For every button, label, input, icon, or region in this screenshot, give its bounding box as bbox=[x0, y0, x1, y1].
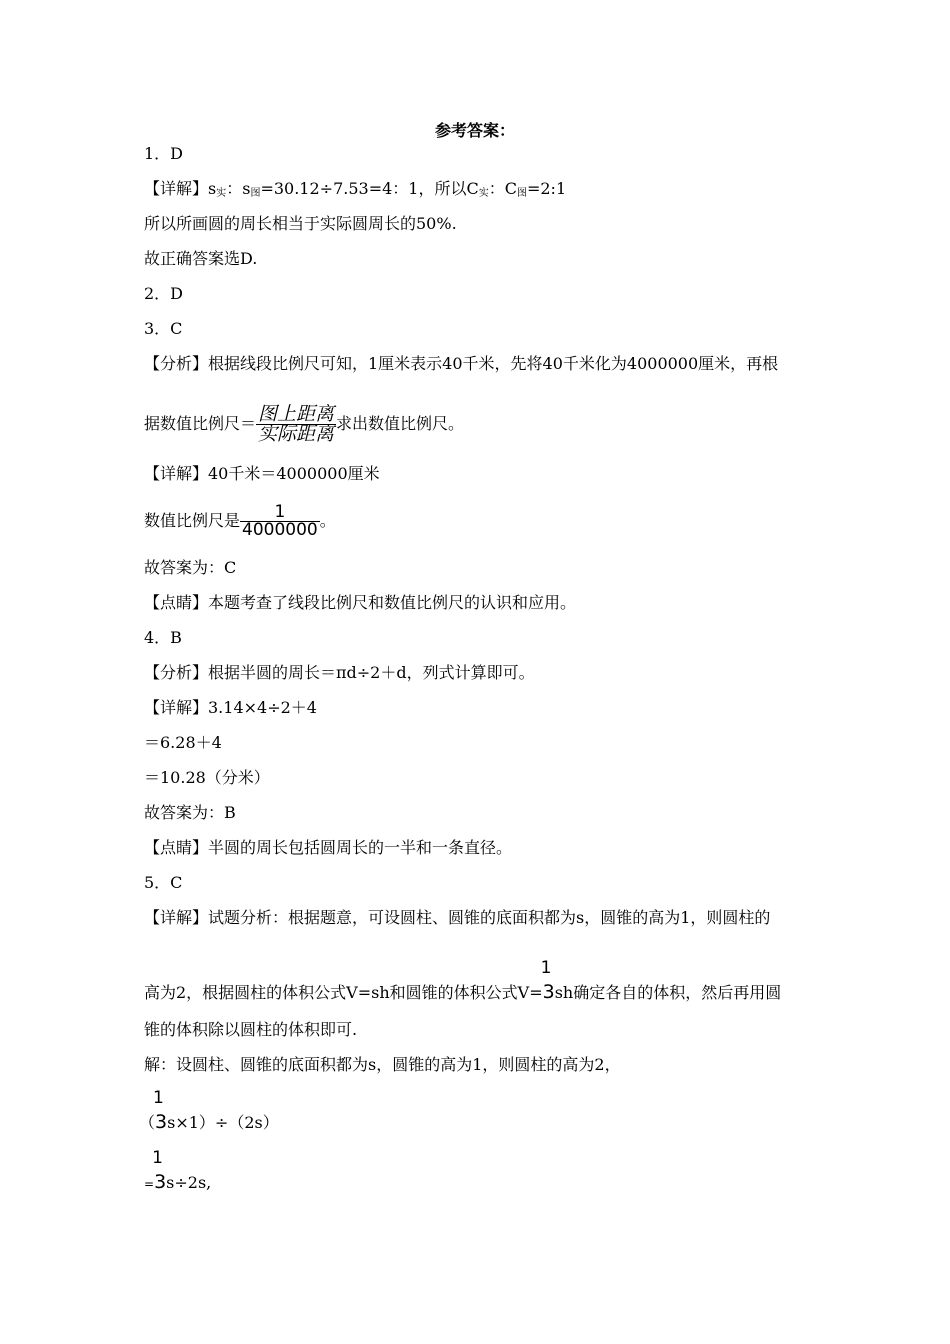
q4-comment: 【点睛】半圆的周长包括圆周长的一半和一条直径。 bbox=[144, 838, 513, 857]
q5-calc-step2: = 1 3s÷2s, bbox=[144, 1148, 212, 1193]
q4-step1: ＝6.28＋4 bbox=[144, 733, 222, 752]
q3-analysis: 【分析】根据线段比例尺可知，1厘米表示40千米，先将40千米化为4000000厘米，再根 bbox=[144, 354, 779, 373]
q4-detail: 【详解】3.14×4÷2＋4 bbox=[144, 698, 317, 717]
one-third-fraction: 1 3 bbox=[153, 1088, 168, 1133]
q5-answer: 5．C bbox=[144, 873, 183, 892]
q3-ratio-line: 数值比例尺是 $\frac{1}{4000000}$ 。 bbox=[144, 502, 336, 540]
q5-detail-line1: 【详解】试题分析：根据题意，可设圆柱、圆锥的底面积都为s，圆锥的高为1，则圆柱的 bbox=[144, 908, 771, 927]
q1-line3: 故正确答案选D. bbox=[144, 249, 258, 268]
ratio-fraction: $\frac{1}{4000000}$ bbox=[242, 502, 318, 540]
q4-answer: 4．B bbox=[144, 628, 182, 647]
q3-detail: 【详解】40千米＝4000000厘米 bbox=[144, 464, 380, 483]
one-third-fraction: 1 3 bbox=[540, 958, 555, 1003]
q4-step2: ＝10.28（分米） bbox=[144, 768, 270, 787]
q1-answer: 1．D bbox=[144, 144, 184, 163]
q5-detail-line2: 高为2，根据圆柱的体积公式V=sh和圆锥的体积公式V= 1 3sh确定各自的体积，然后再用圆 bbox=[144, 958, 782, 1003]
q5-detail-line3: 锥的体积除以圆柱的体积即可. bbox=[144, 1020, 358, 1039]
scale-formula-fraction: $\frac{\text{图上距离}}{\text{实际距离}}$ bbox=[258, 403, 335, 445]
q1-line2: 所以所画圆的周长相当于实际圆周长的50%. bbox=[144, 214, 457, 233]
q3-answer: 3．C bbox=[144, 319, 183, 338]
q4-final-answer: 故答案为：B bbox=[144, 803, 236, 822]
one-third-fraction: 1 3 bbox=[152, 1148, 167, 1193]
q3-final-answer: 故答案为：C bbox=[144, 558, 237, 577]
q3-comment: 【点睛】本题考查了线段比例尺和数值比例尺的认识和应用。 bbox=[144, 593, 577, 612]
q4-analysis: 【分析】根据半圆的周长＝πd÷2＋d，列式计算即可。 bbox=[144, 663, 535, 682]
q3-formula-line: 据数值比例尺＝ $\frac{\text{图上距离}}{\text{实际距离}}$ 求出数值比例尺。 bbox=[144, 403, 465, 445]
q1-detail: 【详解】$s_实$：$s_图=30.12\div 7.53=4$：1，所以$C_实$：$C_图=2:1$ bbox=[144, 179, 567, 199]
q2-answer: 2．D bbox=[144, 284, 184, 303]
q5-solution: 解：设圆柱、圆锥的底面积都为s，圆锥的高为1，则圆柱的高为2， bbox=[144, 1055, 621, 1074]
q5-calc-step1: （ 1 3s×1）÷（2s） bbox=[139, 1088, 279, 1133]
page-title: 参考答案： bbox=[434, 121, 515, 140]
